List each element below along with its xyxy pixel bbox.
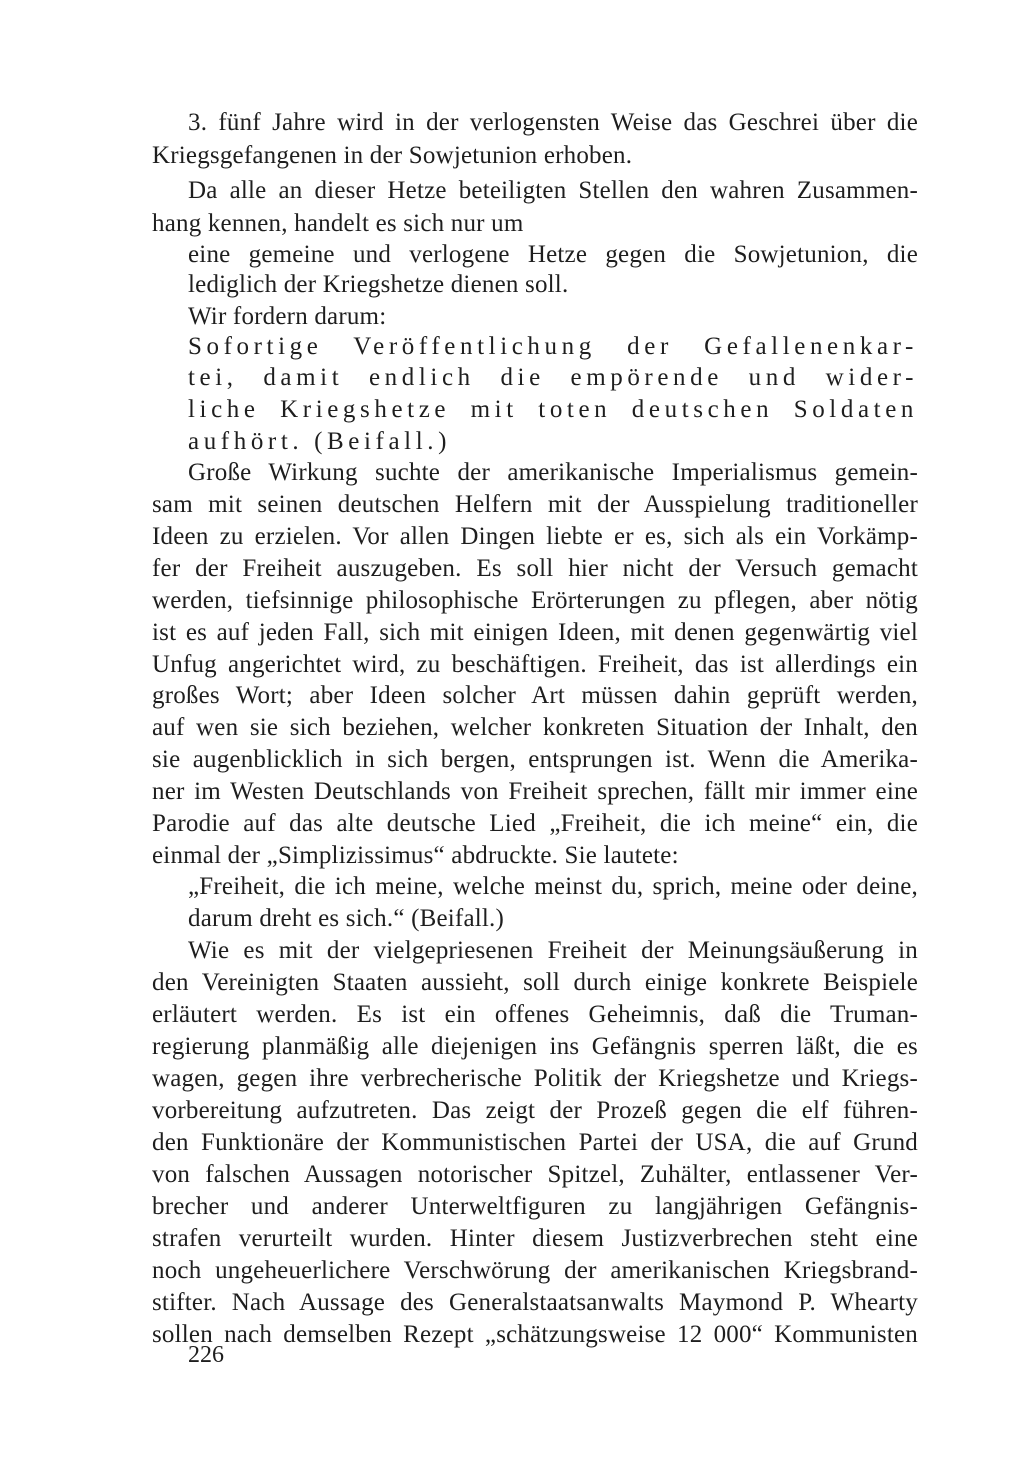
text-line: wagen, gegen ihre verbrecherische Politik der Kriegshetze und Kriegs- <box>152 1065 918 1092</box>
text-line: Wie es mit der vielgepriesenen Freiheit der Meinungsäußerung in <box>188 937 918 964</box>
text-line: Parodie auf das alte deutsche Lied „Freiheit, die ich meine“ ein, die <box>152 810 918 837</box>
text-line: strafen verurteilt wurden. Hinter diesem Justizverbrechen steht eine <box>152 1225 918 1252</box>
text-line: brecher und anderer Unterweltfiguren zu langjährigen Gefängnis- <box>152 1193 918 1220</box>
text-line: Unfug angerichtet wird, zu beschäftigen. Freiheit, das ist allerdings ein <box>152 651 918 678</box>
text-line-quote: darum dreht es sich.“ (Beifall.) <box>188 905 505 932</box>
text-line: eine gemeine und verlogene Hetze gegen die Sowjetunion, die <box>188 241 918 268</box>
text-line: stifter. Nach Aussage des Generalstaatsanwalts Maymond P. Whearty <box>152 1289 918 1316</box>
text-line-emphasis: liche Kriegshetze mit toten deutschen Soldaten <box>188 396 918 423</box>
text-line: werden, tiefsinnige philosophische Erörterungen zu pflegen, aber nötig <box>152 587 918 614</box>
text-line: regierung planmäßig alle diejenigen ins Gefängnis sperren läßt, die es <box>152 1033 918 1060</box>
text-line-emphasis: Sofortige Veröffentlichung der Gefallenenkar- <box>188 333 918 360</box>
text-line-emphasis: aufhört. (Beifall.) <box>188 428 452 455</box>
text-line: den Funktionäre der Kommunistischen Partei der USA, die auf Grund <box>152 1129 918 1156</box>
text-line: fer der Freiheit auszugeben. Es soll hier nicht der Versuch gemacht <box>152 555 918 582</box>
text-line: Kriegsgefangenen in der Sowjetunion erhoben. <box>152 142 633 169</box>
text-line: Da alle an dieser Hetze beteiligten Stellen den wahren Zusammen- <box>188 177 918 204</box>
text-line-emphasis: tei, damit endlich die empörende und wider- <box>188 364 918 391</box>
text-line: auf wen sie sich beziehen, welcher konkreten Situation der Inhalt, den <box>152 714 918 741</box>
text-line: großes Wort; aber Ideen solcher Art müssen dahin geprüft werden, <box>152 682 918 709</box>
text-line: Wir fordern darum: <box>188 303 387 330</box>
text-line: hang kennen, handelt es sich nur um <box>152 210 524 237</box>
text-line: lediglich der Kriegshetze dienen soll. <box>188 271 569 298</box>
text-line: ist es auf jeden Fall, sich mit einigen Ideen, mit denen gegenwärtig viel <box>152 619 918 646</box>
text-line: einmal der „Simplizissimus“ abdruckte. Sie lautete: <box>152 842 679 869</box>
text-line: sollen nach demselben Rezept „schätzungsweise 12 000“ Kommunisten <box>152 1321 918 1348</box>
text-line: ner im Westen Deutschlands von Freiheit sprechen, fällt mir immer eine <box>152 778 918 805</box>
text-line: sie augenblicklich in sich bergen, entsprungen ist. Wenn die Amerika- <box>152 746 918 773</box>
text-line-quote: „Freiheit, die ich meine, welche meinst du, sprich, meine oder deine, <box>188 873 918 900</box>
text-line: von falschen Aussagen notorischer Spitzel, Zuhälter, entlassener Ver- <box>152 1161 918 1188</box>
text-line: 3. fünf Jahre wird in der verlogensten Weise das Geschrei über die <box>188 109 918 136</box>
text-line: den Vereinigten Staaten aussieht, soll durch einige konkrete Beispiele <box>152 969 918 996</box>
text-line: vorbereitung aufzutreten. Das zeigt der Prozeß gegen die elf führen- <box>152 1097 918 1124</box>
text-line: erläutert werden. Es ist ein offenes Geheimnis, daß die Truman- <box>152 1001 918 1028</box>
text-line: Ideen zu erzielen. Vor allen Dingen liebte er es, sich als ein Vorkämp- <box>152 523 918 550</box>
text-line: Große Wirkung suchte der amerikanische Imperialismus gemein- <box>188 459 918 486</box>
text-line: noch ungeheuerlichere Verschwörung der amerikanischen Kriegsbrand- <box>152 1257 918 1284</box>
text-line: sam mit seinen deutschen Helfern mit der Ausspielung traditioneller <box>152 491 918 518</box>
page-number: 226 <box>188 1342 224 1368</box>
